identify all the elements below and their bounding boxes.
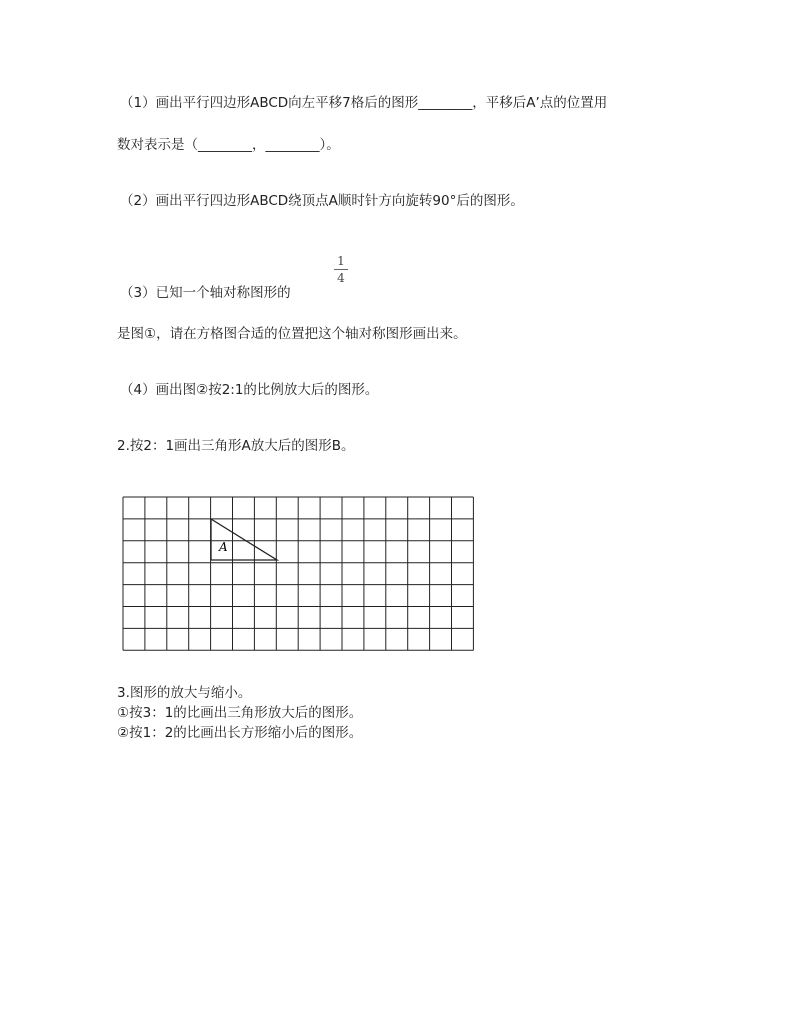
problem3-item2: ②按1：2的比画出长方形缩小后的图形。: [117, 725, 363, 741]
triangle-label: A: [219, 540, 228, 554]
q2-text: （2）画出平行四边形ABCD绕顶点A顺时针方向旋转90°后的图形。: [120, 193, 524, 209]
q3-line2: 是图①，请在方格图合适的位置把这个轴对称图形画出来。: [117, 326, 467, 342]
q3-line1: （3）已知一个轴对称图形的: [120, 285, 291, 301]
problem2-text: 2.按2：1画出三角形A放大后的图形B。: [117, 438, 355, 454]
problem3-item1: ①按3：1的比画出三角形放大后的图形。: [117, 705, 363, 721]
fraction-numerator: 1: [337, 254, 345, 268]
q4-text: （4）画出图②按2:1的比例放大后的图形。: [120, 382, 379, 398]
q1-line1: （1）画出平行四边形ABCD向左平移7格后的图形________，平移后A’点的位置用: [120, 95, 608, 111]
q1-line2: 数对表示是（________，________）。: [117, 137, 340, 153]
grid-lines: [123, 497, 473, 650]
problem3-title: 3.图形的放大与缩小。: [117, 685, 252, 701]
fraction-denominator: 4: [337, 271, 345, 285]
